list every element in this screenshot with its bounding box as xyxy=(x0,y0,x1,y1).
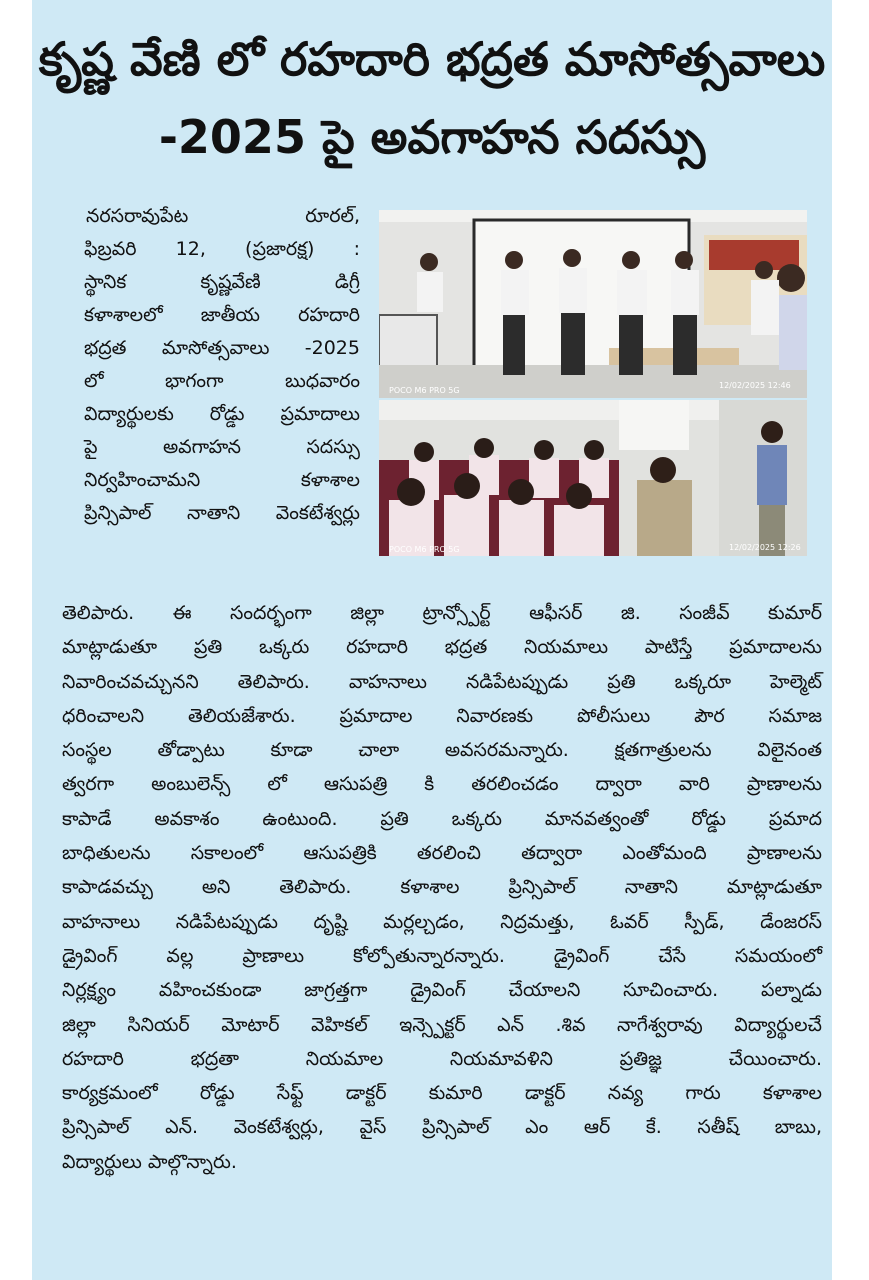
article-line: ప్రిన్సిపాల్ నాతాని వెంకటేశ్వర్లు xyxy=(84,502,360,524)
article-line: డ్రైవింగ్ వల్ల ప్రాణాలు కోల్పోతున్నారన్నారు. డ్రైవింగ్ చేసే సమయంలో xyxy=(62,944,822,967)
article-intro xyxy=(84,200,360,530)
article-line: బాధితులను సకాలంలో ఆసుపత్రికి తరలించి తద్వారా ఎంతోమంది ప్రాణాలను xyxy=(62,842,822,865)
article-line: ధరించాలని తెలియజేశారు. ప్రమాదాల నివారణకు పోలీసులు పౌర సమాజ xyxy=(62,704,822,727)
article-line: లో భాగంగా బుధవారం xyxy=(84,370,360,392)
photo-timestamp: 12/02/2025 12:46 xyxy=(719,381,791,390)
article-line: మాట్లాడుతూ ప్రతి ఒక్కరు రహదారి భద్రత నియమాలు పాటిస్తే ప్రమాదాలను xyxy=(62,636,822,659)
photo-pledge-ceremony xyxy=(379,210,807,398)
article-line: విద్యార్థులకు రోడ్డు ప్రమాదాలు xyxy=(84,403,360,425)
article-line: ప్రిన్సిపాల్ ఎన్. వెంకటేశ్వర్లు, వైస్ ప్రిన్సిపాల్ ఎం ఆర్ కే. సతీష్ బాబు, xyxy=(62,1116,822,1139)
headline xyxy=(32,20,832,176)
article-line: పై అవగాహన సదస్సు xyxy=(84,436,360,458)
article-line: ఫిబ్రవరి 12, (ప్రజారక్ష) : xyxy=(84,238,360,260)
article-body xyxy=(62,596,822,1179)
photo-watermark: POCO M6 PRO 5G xyxy=(389,386,460,395)
article-line: స్థానిక కృష్ణవేణి డిగ్రీ xyxy=(84,271,360,293)
article-line: రహదారి భద్రతా నియమాల నియమావళిని ప్రతిజ్ఞ చేయించారు. xyxy=(62,1047,822,1070)
article-line: నిర్లక్ష్యం వహించకుండా జాగ్రత్తగా డ్రైవింగ్ చేయాలని సూచించారు. పల్నాడు xyxy=(62,979,822,1002)
article-line: కాపాడవచ్చు అని తెలిపారు. కళాశాల ప్రిన్సిపాల్ నాతాని మాట్లాడుతూ xyxy=(62,876,822,899)
photo-students-audience xyxy=(379,400,807,556)
article-line: కాపాడే అవకాశం ఉంటుంది. ప్రతి ఒక్కరు మానవత్వంతో రోడ్డు ప్రమాద xyxy=(62,807,822,830)
article-line: నరసరావుపేట రూరల్, xyxy=(86,205,360,227)
article-line: త్వరగా అంబులెన్స్ లో ఆసుపత్రి కి తరలించడం ద్వారా వారి ప్రాణాలను xyxy=(62,773,822,796)
headline-line-2: -2025 పై అవగాహన సదస్సు xyxy=(158,110,706,164)
article-line: నిర్వహించామని కళాశాల xyxy=(84,469,360,491)
article-line: కళాశాలలో జాతీయ రహదారి xyxy=(84,304,360,326)
article-line: తెలిపారు. ఈ సందర్భంగా జిల్లా ట్రాన్స్పోర్ట్ ఆఫీసర్ జి. సంజీవ్ కుమార్ xyxy=(62,602,822,624)
article-line: నివారించవచ్చునని తెలిపారు. వాహనాలు నడిపేటప్పుడు ప్రతి ఒక్కరూ హెల్మెట్ xyxy=(62,670,822,693)
photo-watermark: POCO M6 PRO 5G xyxy=(389,545,460,554)
headline-line-1: కృష్ణ వేణి లో రహదారి భద్రత మాసోత్సవాలు xyxy=(38,32,826,86)
photo-timestamp: 12/02/2025 12:26 xyxy=(729,543,801,552)
article-line: విద్యార్థులు పాల్గొన్నారు. xyxy=(62,1150,237,1173)
article-line: సంస్థల తోడ్పాటు కూడా చాలా అవసరమన్నారు. క్షతగాత్రులను విలైనంత xyxy=(62,739,822,762)
article-line: జిల్లా సినియర్ మోటార్ వెహికల్ ఇన్స్పెక్టర్ ఎన్ .శివ నాగేశ్వరావు విద్యార్థులచే xyxy=(62,1013,822,1036)
article-line: కార్యక్రమంలో రోడ్డు సేఫ్ట్ డాక్టర్ కుమారి డాక్టర్ నవ్య గారు కళాశాల xyxy=(62,1082,822,1105)
article-line: భద్రత మాసోత్సవాలు -2025 xyxy=(84,337,360,359)
article-line: వాహనాలు నడిపేటప్పుడు దృష్టి మర్లల్చడం, నిద్రమత్తు, ఓవర్ స్పీడ్, డేంజరస్ xyxy=(62,910,822,933)
